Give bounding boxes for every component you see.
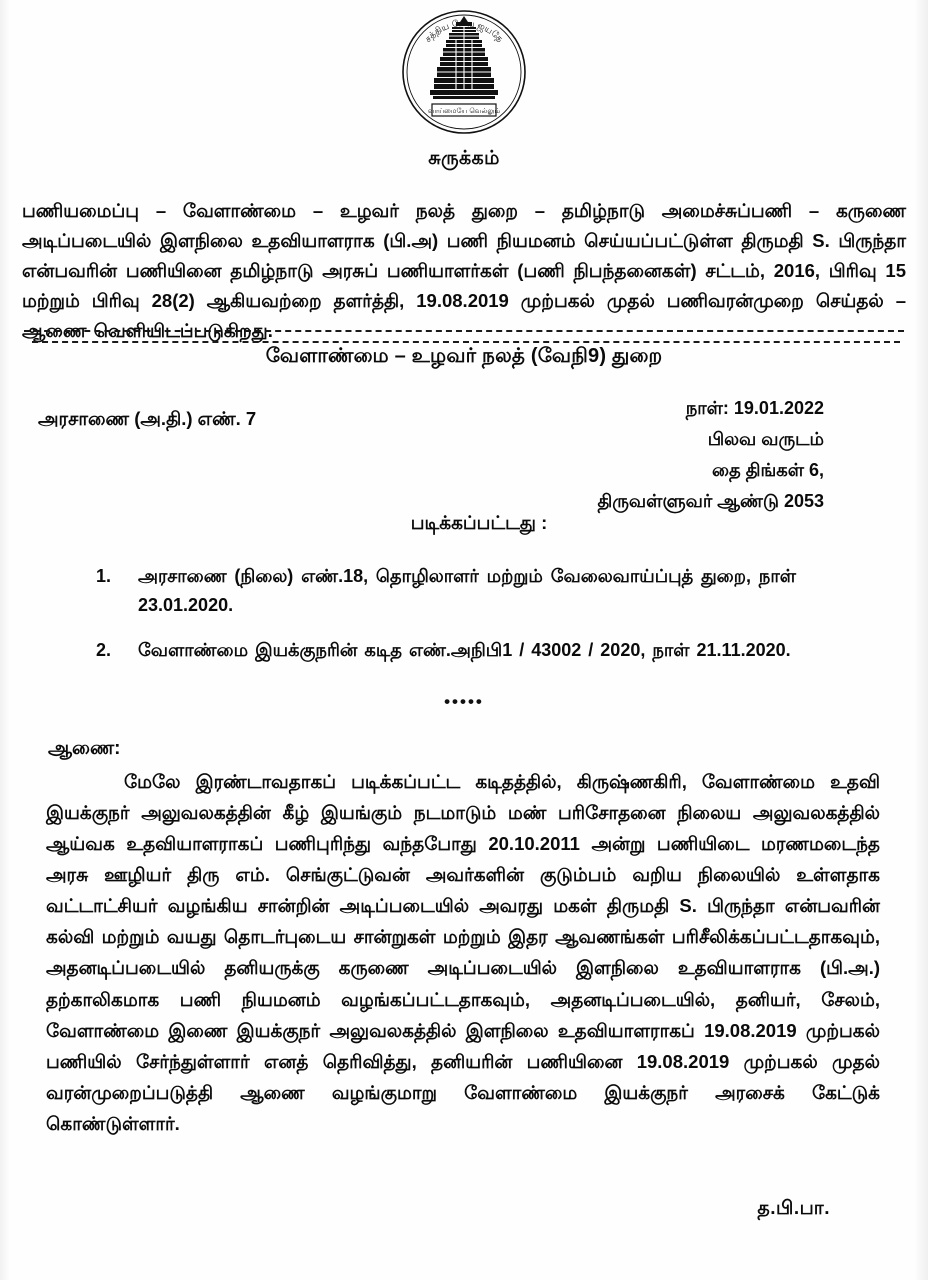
date-block [597,393,824,517]
read-label: படிக்கப்பட்டது : [410,512,548,533]
signoff-text: த.பி.பா. [757,1198,830,1219]
list-item-number: 2. [96,640,112,661]
summary-text: பணியமைப்பு – வேளாண்மை – உழவர் நலத் துறை – தமிழ்நாடு அமைச்சுப்பணி – கருணை அடிப்படையில் இளநிலை உதவியாளராக (பி.அ) பணி நியமனம் செய்யப்பட்டுள்ள திருமதி S. பிருந்தா என்பவரின் பணியினை தமிழ்நாடு அரசுப் பணியாளர்கள் (பணி நிபந்தனைகள்) சட்டம், 2016, பிரிவு 15 மற்றும் பிரிவு 28(2) ஆகியவற்றை தளர்த்தி, 19.08.2019 முற்பகல் முதல் பணிவரன்முறை செய்தல் – ஆணை வெளியிடப்படுகிறது. [22,200,906,341]
separator-dots: ••••• [444,692,484,711]
emblem-container [0,8,928,136]
government-order-number: அரசாணை (அ.தி.) எண். 7 [38,408,257,429]
tamil-nadu-government-emblem-icon [400,8,528,136]
order-text: மேலே இரண்டாவதாகப் படிக்கப்பட்ட கடிதத்தில், கிருஷ்ணகிரி, வேளாண்மை உதவி இயக்குநர் அலுவலகத்தின் கீழ் இயங்கும் நடமாடும் மண் பரிசோதனை நிலைய அலுவலகத்தில் ஆய்வக உதவியாளராகப் பணிபுரிந்து வந்தபோது 20.10.2011 அன்று பணியிடை மரணமடைந்த அரசு ஊழியர் திரு எம். செங்குட்டுவன் அவர்களின் குடும்பம் வறிய நிலையில் உள்ளதாக வட்டாட்சியர் வழங்கிய சான்றின் அடிப்படையில் அவரது மகள் திருமதி S. பிருந்தா என்பவரின் கல்வி மற்றும் வயது தொடர்புடைய சான்றுகள் மற்றும் இதர ஆவணங்கள் பரிசீலிக்கப்பட்டதாகவும், அதனடிப்படையில் தனியருக்கு கருணை அடிப்படையில் இளநிலை உதவியாளராக (பி.அ.) தற்காலிகமாக பணி நியமனம் வழங்கப்பட்டதாகவும், அதனடிப்படையில், தனியர், சேலம், வேளாண்மை இணை இயக்குநர் அலுவலகத்தில் இளநிலை உதவியாளராகப் 19.08.2019 முற்பகல் பணியில் சேர்ந்துள்ளார் எனத் தெரிவித்து, தனியரின் பணியினை 19.08.2019 முற்பகல் முதல் வரன்முறைப்படுத்தி ஆணை வழங்குமாறு வேளாண்மை இயக்குநர் அரசைக் கேட்டுக் கொண்டுள்ளார். [46,771,880,1134]
summary-heading: சுருக்கம் [428,148,500,169]
emblem-top-text: சத்திய மேவ ஜயதே [422,17,506,44]
emblem-bottom-text: வாய்மையே வெல்லும் [427,108,501,115]
order-label: ஆணை: [48,738,121,759]
list-item-text: அரசாணை (நிலை) எண்.18, தொழிலாளர் மற்றும் வேலைவாய்ப்புத் துறை, நாள் 23.01.2020. [138,566,796,616]
tamil-year-name: பிலவ வருடம் [707,428,824,449]
list-item [96,636,796,665]
divider-dashed-top [24,330,904,332]
list-item-number: 1. [96,566,112,586]
department-line: வேளாண்மை – உழவர் நலத் (வேநி9) துறை [265,345,663,367]
divider-dashed-bottom [32,341,900,343]
list-item-text: வேளாண்மை இயக்குநரின் கடித எண்.அநிபி1 / 43002 / 2020, நாள் 21.11.2020. [138,640,791,661]
thiruvalluvar-era: திருவள்ளுவர் ஆண்டு 2053 [597,490,824,511]
list-item [96,562,796,620]
gregorian-date: நாள்: 19.01.2022 [685,398,824,418]
reference-list [96,562,796,681]
tamil-month-day: தை திங்கள் 6, [711,459,824,480]
